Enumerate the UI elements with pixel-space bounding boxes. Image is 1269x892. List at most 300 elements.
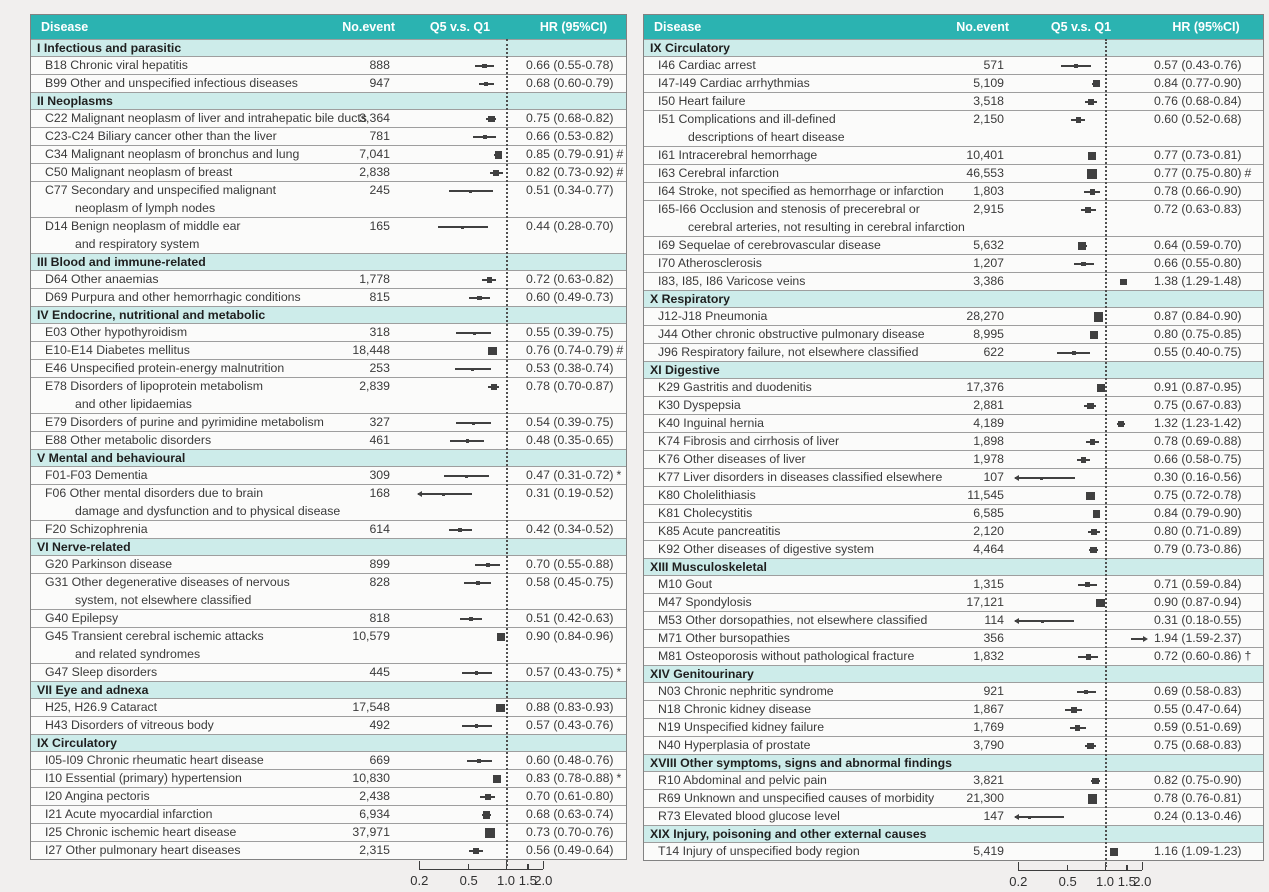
table-row (644, 504, 1263, 522)
disease-name: G40 Epilepsy (45, 611, 119, 625)
hr-ci-value: 0.47 (0.31-0.72) (526, 468, 614, 482)
x-axis-tick-label: 0.5 (459, 873, 478, 888)
ci-plot-cell (399, 610, 521, 628)
disease-cell (31, 289, 335, 307)
section-row (644, 754, 1263, 771)
disease-name: K81 Cholecystitis (658, 506, 753, 520)
ci-plot-cell (399, 628, 521, 663)
section-label: V Mental and behavioural (37, 451, 186, 465)
hr-ci-value: 0.75 (0.68-0.83) (1154, 738, 1242, 752)
event-count: 6,585 (973, 506, 1004, 520)
event-count: 7,041 (359, 147, 390, 161)
hr-point-marker (1092, 778, 1099, 785)
hr-ci-cell (521, 485, 626, 520)
hr-ci-value: 0.82 (0.75-0.90) (1154, 773, 1242, 787)
hr-ci-cell (521, 432, 626, 450)
event-count: 947 (369, 76, 390, 90)
x-axis-tick-label: 0.2 (1009, 874, 1028, 889)
event-count: 10,830 (352, 771, 390, 785)
hr-ci-cell (521, 360, 626, 378)
hr-ci-value: 0.66 (0.58-0.75) (1154, 452, 1242, 466)
disease-name: D14 Benign neoplasm of middle ear (45, 219, 241, 233)
event-count: 1,769 (973, 720, 1004, 734)
ci-plot-cell (1013, 433, 1149, 451)
hr-point-marker (1087, 403, 1093, 409)
hr-ci-cell (1149, 594, 1263, 612)
section-label: XI Digestive (650, 363, 720, 377)
table-row (644, 146, 1263, 164)
disease-cell (31, 842, 335, 860)
event-count: 2,438 (359, 789, 390, 803)
disease-name: M10 Gout (658, 577, 712, 591)
event-count: 1,978 (973, 452, 1004, 466)
ci-plot-cell (1013, 701, 1149, 719)
hr-point-marker (1087, 169, 1097, 179)
disease-cell (644, 451, 949, 469)
hr-ci-value: 0.78 (0.76-0.81) (1154, 791, 1242, 805)
section-row (31, 39, 626, 56)
hr-ci-cell (1149, 469, 1263, 487)
hr-ci-cell (1149, 433, 1263, 451)
hr-ci-cell (521, 717, 626, 735)
hr-point-marker (473, 848, 479, 854)
hr-ci-value: 0.75 (0.67-0.83) (1154, 398, 1242, 412)
hr-ci-value: 0.57 (0.43-0.76) (1154, 58, 1242, 72)
disease-cell (31, 664, 335, 682)
table-row (644, 56, 1263, 74)
hr-ci-cell (521, 628, 626, 663)
hr-ci-cell (521, 467, 626, 485)
disease-name: K76 Other diseases of liver (658, 452, 806, 466)
hr-point-marker (487, 277, 492, 282)
disease-cell (31, 218, 335, 253)
table-row (31, 751, 626, 769)
hr-point-marker (1090, 547, 1097, 554)
ci-plot-cell (399, 110, 521, 128)
disease-name: K40 Inguinal hernia (658, 416, 764, 430)
significance-flag: * (616, 665, 622, 679)
table-row (31, 323, 626, 341)
ci-plot-cell (1013, 237, 1149, 255)
table-row (31, 109, 626, 127)
disease-cell (644, 433, 949, 451)
disease-name: K92 Other diseases of digestive system (658, 542, 874, 556)
hr-point-marker (475, 671, 478, 674)
event-count: 17,376 (966, 380, 1004, 394)
ci-plot-cell (1013, 183, 1149, 201)
hr-ci-cell (521, 414, 626, 432)
disease-name: I64 Stroke, not specified as hemorrhage or infarction (658, 184, 944, 198)
hr-point-marker (493, 775, 501, 783)
ci-plot-cell (1013, 415, 1149, 433)
ci-plot-cell (399, 378, 521, 413)
hr-ci-value: 0.75 (0.72-0.78) (1154, 488, 1242, 502)
disease-name: F06 Other mental disorders due to brain (45, 486, 264, 500)
significance-flag: # (616, 165, 624, 179)
disease-cell (644, 415, 949, 433)
table-row (31, 787, 626, 805)
hr-ci-value: 0.55 (0.47-0.64) (1154, 702, 1242, 716)
disease-name-line2: and related syndromes (75, 646, 201, 661)
ci-plot-cell (1013, 273, 1149, 291)
section-label: IV Endocrine, nutritional and metabolic (37, 308, 266, 322)
significance-flag: * (616, 771, 622, 785)
event-count: 168 (369, 486, 390, 500)
column-header-hr: HR (95%CI) (1172, 20, 1240, 34)
x-axis-tick-label: 1.5 (518, 873, 537, 888)
ci-plot-cell (399, 467, 521, 485)
hr-ci-value: 0.24 (0.13-0.46) (1154, 809, 1242, 823)
disease-name: D69 Purpura and other hemorrhagic conditions (45, 290, 301, 304)
ci-plot-cell (1013, 719, 1149, 737)
disease-name: I10 Essential (primary) hypertension (45, 771, 242, 785)
disease-cell (31, 628, 335, 663)
hr-ci-value: 0.78 (0.69-0.88) (1154, 434, 1242, 448)
disease-cell (31, 110, 367, 128)
ci-plot-cell (1013, 683, 1149, 701)
disease-cell (644, 344, 949, 362)
hr-ci-value: 0.85 (0.79-0.91) (526, 147, 614, 161)
hr-point-marker (469, 617, 473, 621)
hr-point-marker (1090, 189, 1095, 194)
hr-ci-cell (521, 57, 626, 75)
hr-point-marker (1078, 242, 1085, 249)
section-row (31, 253, 626, 270)
table-row (31, 609, 626, 627)
section-label: XIV Genitourinary (650, 667, 754, 681)
table-header (644, 15, 1263, 39)
section-row (31, 734, 626, 751)
disease-cell (31, 432, 335, 450)
event-count: 1,898 (973, 434, 1004, 448)
section-row (644, 665, 1263, 682)
event-count: 571 (983, 58, 1004, 72)
column-header-comparison: Q5 v.s. Q1 (429, 20, 491, 34)
table-row (644, 700, 1263, 718)
disease-name: R73 Elevated blood glucose level (658, 809, 840, 823)
hr-ci-value: 0.83 (0.78-0.88) (526, 771, 614, 785)
event-count: 614 (369, 522, 390, 536)
x-axis-line (1018, 870, 1142, 871)
hr-ci-cell (1149, 183, 1263, 201)
hr-point-marker (1090, 439, 1096, 445)
hr-ci-value: 0.75 (0.68-0.82) (526, 111, 614, 125)
hr-point-marker (1118, 421, 1125, 428)
x-axis-tick (1126, 865, 1127, 870)
hr-point-marker (496, 704, 505, 713)
hr-ci-value: 0.60 (0.49-0.73) (526, 290, 614, 304)
table-row (644, 522, 1263, 540)
event-count: 114 (984, 613, 1004, 627)
table-row (31, 716, 626, 734)
hr-point-marker (477, 759, 481, 763)
hr-point-marker (486, 563, 490, 567)
hr-point-marker (1084, 690, 1088, 694)
hr-point-marker (488, 116, 494, 122)
table-row (644, 432, 1263, 450)
hr-ci-cell (521, 128, 626, 146)
hr-ci-cell (1149, 843, 1263, 861)
event-count: 5,632 (973, 238, 1004, 252)
ci-plot-cell (1013, 612, 1149, 630)
hr-ci-value: 0.77 (0.75-0.80) (1154, 166, 1242, 180)
section-row (31, 681, 626, 698)
x-axis (30, 861, 625, 891)
significance-flag: † (1244, 649, 1252, 663)
hr-ci-value: 1.16 (1.09-1.23) (1154, 844, 1242, 858)
hr-ci-value: 0.57 (0.43-0.75) (526, 665, 614, 679)
event-count: 3,821 (973, 773, 1004, 787)
hr-ci-cell (1149, 326, 1263, 344)
event-count: 899 (369, 557, 390, 571)
disease-name: K29 Gastritis and duodenitis (658, 380, 812, 394)
ci-plot-cell (1013, 344, 1149, 362)
disease-name: I69 Sequelae of cerebrovascular disease (658, 238, 881, 252)
disease-name-line2: and respiratory system (75, 236, 200, 251)
disease-name: I46 Cardiac arrest (658, 58, 756, 72)
x-axis (643, 862, 1262, 892)
disease-name: E10-E14 Diabetes mellitus (45, 343, 190, 357)
table-row (644, 396, 1263, 414)
hr-point-marker (1074, 64, 1078, 68)
disease-cell (31, 414, 335, 432)
ci-plot-cell (399, 770, 521, 788)
hr-point-marker (1093, 80, 1100, 87)
x-axis-tick (1142, 862, 1143, 870)
event-count: 3,364 (359, 111, 390, 125)
x-axis-tick-label: 0.5 (1058, 874, 1077, 889)
disease-cell (31, 342, 335, 360)
hr-point-marker (471, 368, 474, 371)
section-label: XIX Injury, poisoning and other external causes (650, 827, 927, 841)
hr-ci-cell (521, 289, 626, 307)
hr-ci-cell (1149, 165, 1263, 183)
disease-cell (31, 164, 335, 182)
disease-cell (31, 378, 335, 413)
disease-name: C77 Secondary and unspecified malignant (45, 183, 277, 197)
forest-panel-left (30, 14, 627, 860)
table-row (31, 145, 626, 163)
event-count: 461 (369, 433, 390, 447)
section-row (31, 306, 626, 323)
hr-point-marker (475, 724, 479, 728)
hr-ci-cell (1149, 683, 1263, 701)
table-row (644, 414, 1263, 432)
column-header-comparison: Q5 v.s. Q1 (1050, 20, 1112, 34)
hr-ci-value: 0.69 (0.58-0.83) (1154, 684, 1242, 698)
significance-flag: # (1244, 166, 1252, 180)
hr-ci-cell (521, 164, 626, 182)
event-count: 492 (369, 718, 390, 732)
section-row (644, 361, 1263, 378)
disease-cell (644, 594, 949, 612)
disease-cell (644, 75, 949, 93)
disease-cell (31, 57, 335, 75)
ci-plot-cell (1013, 397, 1149, 415)
disease-name: G45 Transient cerebral ischemic attacks (45, 629, 264, 643)
disease-name: K85 Acute pancreatitis (658, 524, 781, 538)
table-row (644, 450, 1263, 468)
hr-ci-cell (1149, 111, 1263, 146)
ci-plot-cell (1013, 790, 1149, 808)
event-count: 1,778 (359, 272, 390, 286)
disease-name: I65-I66 Occlusion and stenosis of precerebral or (658, 202, 920, 216)
disease-cell (644, 183, 949, 201)
hr-ci-value: 0.66 (0.55-0.80) (1154, 256, 1242, 270)
event-count: 815 (369, 290, 390, 304)
significance-flag: # (616, 147, 624, 161)
table-row (31, 56, 626, 74)
hr-point-marker (485, 828, 495, 838)
disease-name: K80 Cholelithiasis (658, 488, 756, 502)
ci-plot-cell (1013, 379, 1149, 397)
disease-cell (31, 485, 341, 520)
hr-ci-cell (521, 752, 626, 770)
ci-line (1015, 477, 1075, 478)
ci-plot-cell (399, 788, 521, 806)
hr-ci-value: 0.70 (0.61-0.80) (526, 789, 614, 803)
disease-cell (644, 165, 949, 183)
hr-ci-cell (521, 110, 626, 128)
hr-ci-cell (1149, 93, 1263, 111)
hr-ci-cell (521, 378, 626, 413)
disease-cell (31, 770, 335, 788)
table-row (31, 769, 626, 787)
hr-ci-cell (521, 770, 626, 788)
disease-cell (31, 324, 335, 342)
table-row (644, 593, 1263, 611)
hr-ci-cell (1149, 415, 1263, 433)
hr-ci-value: 1.32 (1.23-1.42) (1154, 416, 1242, 430)
hr-ci-value: 0.90 (0.84-0.96) (526, 629, 614, 643)
hr-ci-cell (521, 699, 626, 717)
ci-plot-cell (399, 75, 521, 93)
hr-ci-value: 0.79 (0.73-0.86) (1154, 542, 1242, 556)
table-row (31, 341, 626, 359)
disease-name-line2: and other lipidaemias (75, 396, 192, 411)
event-count: 10,401 (966, 148, 1004, 162)
hr-ci-cell (521, 218, 626, 253)
disease-cell (644, 576, 949, 594)
section-row (644, 290, 1263, 307)
table-row (31, 663, 626, 681)
x-axis-tick (468, 864, 469, 869)
hr-point-marker (484, 82, 489, 87)
x-axis-line (419, 869, 543, 870)
hr-ci-cell (1149, 75, 1263, 93)
hr-ci-cell (521, 610, 626, 628)
ci-plot-cell (399, 752, 521, 770)
ci-plot-cell (399, 717, 521, 735)
event-count: 2,120 (973, 524, 1004, 538)
disease-cell (644, 683, 949, 701)
event-count: 1,867 (973, 702, 1004, 716)
disease-cell (31, 717, 335, 735)
x-axis-tick-label: 1.0 (1095, 874, 1115, 889)
event-count: 2,881 (973, 398, 1004, 412)
disease-name: B18 Chronic viral hepatitis (45, 58, 188, 72)
event-count: 1,803 (973, 184, 1004, 198)
ci-plot-cell (399, 485, 521, 520)
event-count: 4,189 (973, 416, 1004, 430)
disease-name: K74 Fibrosis and cirrhosis of liver (658, 434, 840, 448)
ci-plot-cell (1013, 576, 1149, 594)
hr-ci-cell (1149, 57, 1263, 75)
event-count: 18,448 (352, 343, 390, 357)
ci-arrow-left (1014, 475, 1019, 481)
column-header-disease: Disease (41, 20, 89, 34)
table-row (644, 486, 1263, 504)
hr-ci-value: 0.72 (0.63-0.82) (526, 272, 614, 286)
disease-name: G47 Sleep disorders (45, 665, 158, 679)
disease-name: K77 Liver disorders in diseases classified elsewhere (658, 470, 943, 484)
hr-ci-value: 0.51 (0.34-0.77) (526, 183, 614, 197)
section-row (644, 825, 1263, 842)
disease-name: E46 Unspecified protein-energy malnutrition (45, 361, 285, 375)
hr-point-marker (497, 633, 505, 641)
disease-cell (644, 719, 949, 737)
table-row (31, 413, 626, 431)
disease-name: H43 Disorders of vitreous body (45, 718, 214, 732)
hr-ci-cell (521, 574, 626, 609)
hr-ci-value: 0.71 (0.59-0.84) (1154, 577, 1242, 591)
hr-point-marker (493, 170, 499, 176)
disease-cell (31, 271, 335, 289)
disease-cell (31, 521, 335, 539)
table-row (644, 182, 1263, 200)
hr-ci-cell (1149, 505, 1263, 523)
disease-name: I51 Complications and ill-defined (658, 112, 836, 126)
hr-ci-value: 0.84 (0.79-0.90) (1154, 506, 1242, 520)
hr-ci-cell (521, 521, 626, 539)
table-row (644, 254, 1263, 272)
x-axis-tick-label: 1.5 (1117, 874, 1136, 889)
hr-ci-cell (521, 146, 626, 164)
hr-point-marker (1094, 312, 1104, 322)
event-count: 28,270 (966, 309, 1004, 323)
event-count: 165 (369, 219, 390, 233)
disease-cell (31, 360, 335, 378)
ci-arrow-left (1014, 618, 1019, 624)
event-count: 11,545 (967, 488, 1004, 502)
column-header-hr: HR (95%CI) (539, 20, 608, 34)
hr-point-marker (1088, 152, 1096, 160)
ci-plot-cell (399, 556, 521, 574)
disease-cell (644, 701, 949, 719)
disease-name: I63 Cerebral infarction (658, 166, 779, 180)
hr-point-marker (1085, 207, 1091, 213)
event-count: 4,464 (973, 542, 1004, 556)
table-row (644, 307, 1263, 325)
event-count: 8,995 (973, 327, 1004, 341)
hr-ci-value: 0.78 (0.70-0.87) (526, 379, 614, 393)
disease-name: I05-I09 Chronic rheumatic heart disease (45, 753, 264, 767)
hr-ci-cell (1149, 201, 1263, 236)
event-count: 356 (983, 631, 1004, 645)
hr-point-marker (1028, 816, 1031, 819)
disease-name: I25 Chronic ischemic heart disease (45, 825, 237, 839)
disease-cell (644, 790, 949, 808)
x-axis-tick-label: 1.0 (496, 873, 516, 888)
disease-cell (31, 699, 335, 717)
disease-cell (644, 487, 949, 505)
x-axis-tick-label: 2.0 (1133, 874, 1152, 889)
section-label: X Respiratory (650, 292, 730, 306)
disease-cell (644, 772, 949, 790)
hr-ci-cell (1149, 255, 1263, 273)
event-count: 147 (983, 809, 1004, 823)
hr-point-marker (1075, 725, 1080, 730)
